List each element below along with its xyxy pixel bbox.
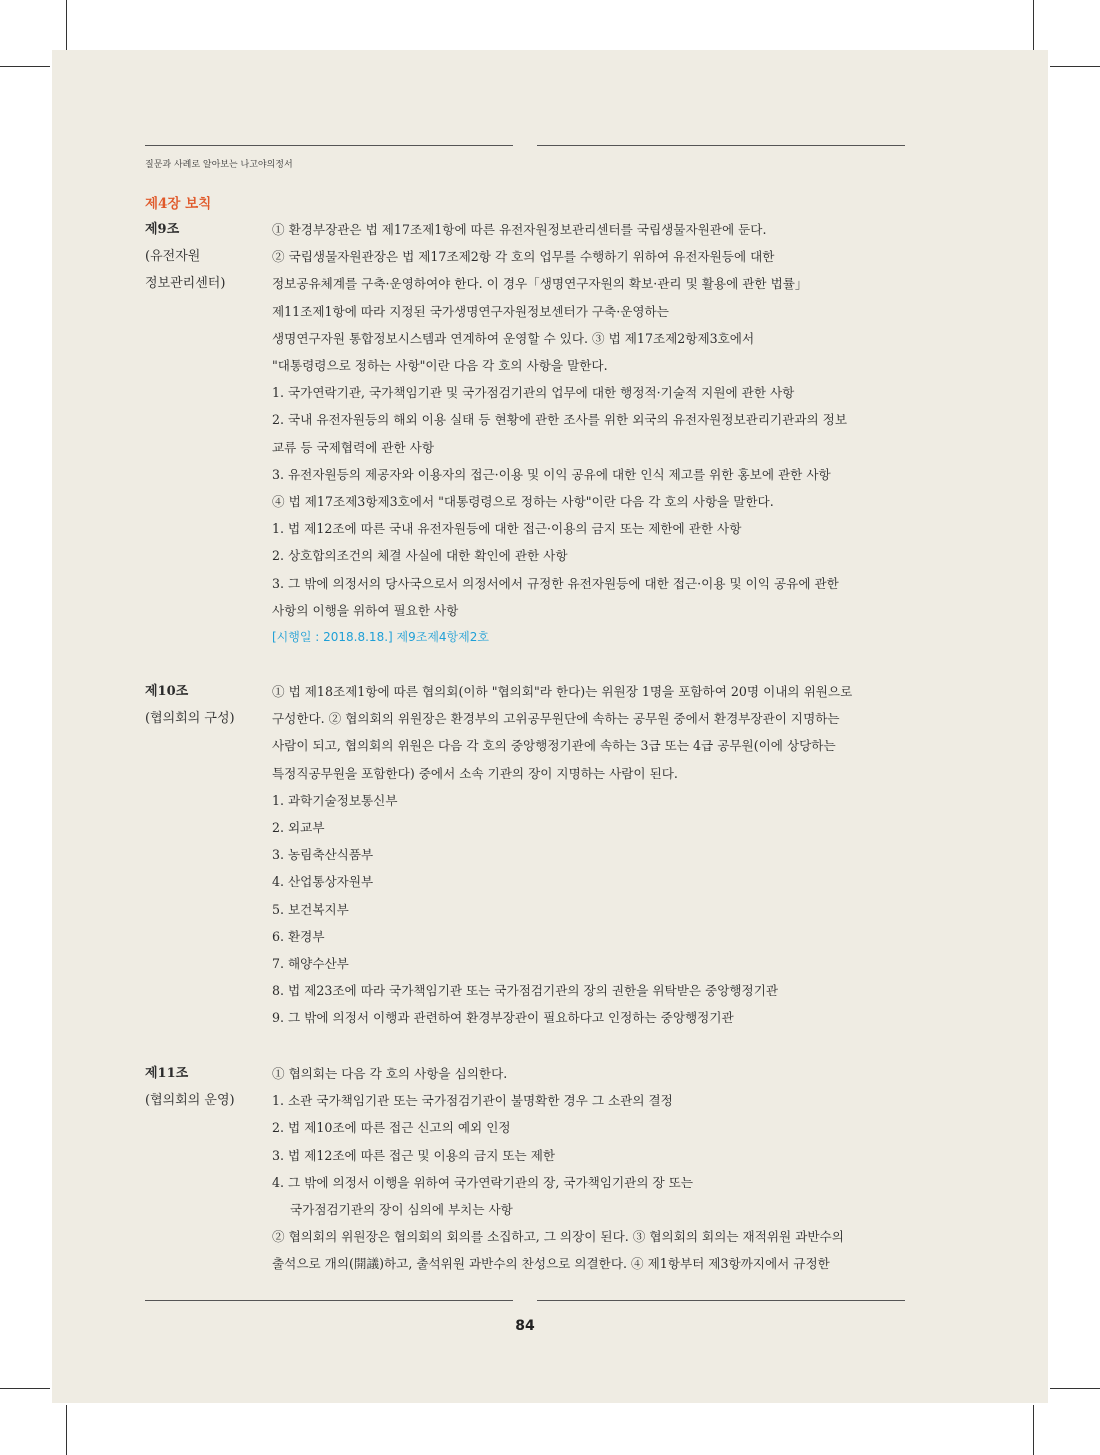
enforcement-date-note: [시행일 : 2018.8.18.] 제9조제4항제2호 — [272, 630, 489, 645]
body-line: 2. 상호합의조건의 체결 사실에 대한 확인에 관한 사항 — [272, 548, 568, 564]
article-subtitle: (유전자원 — [145, 249, 201, 265]
body-line: 제11조제1항에 따라 지정된 국가생명연구자원정보센터가 구축·운영하는 — [272, 303, 669, 319]
body-line: ④ 법 제17조제3항제3호에서 "대통령령으로 정하는 사항"이란 다음 각 호의 사항을 말한다. — [272, 494, 774, 510]
body-line: 3. 그 밖에 의정서의 당사국으로서 의정서에서 규정한 유전자원등에 대한 접근·이용 및 이익 공유에 관한 — [272, 575, 839, 591]
body-line: 3. 법 제12조에 따른 접근 및 이용의 금지 또는 제한 — [272, 1147, 556, 1163]
crop-mark — [1050, 1388, 1100, 1389]
body-line: 8. 법 제23조에 따라 국가책임기관 또는 국가점검기관의 장의 권한을 위탁받은 중앙행정기관 — [272, 983, 779, 999]
body-line: 2. 국내 유전자원등의 해외 이용 실태 등 현황에 관한 조사를 위한 외국의 유전자원정보관리기관과의 정보 — [272, 412, 848, 428]
body-line: 4. 산업통상자원부 — [272, 874, 374, 890]
body-line: 9. 그 밖에 의정서 이행과 관련하여 환경부장관이 필요하다고 인정하는 중앙행정기관 — [272, 1010, 734, 1026]
body-line: ① 법 제18조제1항에 따른 협의회(이하 "협의회"라 한다)는 위원장 1명을 포함하여 20명 이내의 위원으로 — [272, 684, 853, 699]
body-line: ② 협의회의 위원장은 협의회의 회의를 소집하고, 그 의장이 된다. ③ 협의회의 회의는 재적위원 과반수의 — [272, 1229, 844, 1245]
body-line: 특정직공무원을 포함한다) 중에서 소속 기관의 장이 지명하는 사람이 된다. — [272, 765, 678, 781]
body-line: 4. 그 밖에 의정서 이행을 위하여 국가연락기관의 장, 국가책임기관의 장 또는 — [272, 1174, 694, 1190]
crop-mark — [1050, 66, 1100, 67]
crop-mark — [1033, 0, 1034, 50]
article-number: 제11조 — [145, 1066, 189, 1081]
crop-mark — [0, 1388, 50, 1389]
article-subtitle: (협의회의 운영) — [145, 1093, 235, 1109]
body-line: 1. 국가연락기관, 국가책임기관 및 국가점검기관의 업무에 대한 행정적·기술적 지원에 관한 사항 — [272, 385, 795, 401]
article-label — [145, 1060, 235, 1114]
body-line: 출석으로 개의(開議)하고, 출석위원 과반수의 찬성으로 의결한다. ④ 제1항부터 제3항까지에서 규정한 — [272, 1256, 830, 1272]
running-head: 질문과 사례로 알아보는 나고야의정서 — [145, 160, 293, 170]
body-line: ① 협의회는 다음 각 호의 사항을 심의한다. — [272, 1066, 508, 1081]
article-label — [145, 678, 235, 732]
article-body — [272, 1060, 902, 1278]
body-line: 사람이 되고, 협의회의 위원은 다음 각 호의 중앙행정기관에 속하는 3급 또는 4급 공무원(이에 상당하는 — [272, 738, 836, 754]
body-line: 2. 외교부 — [272, 820, 325, 836]
body-line: 구성한다. ② 협의회의 위원장은 환경부의 고위공무원단에 속하는 공무원 중에서 환경부장관이 지명하는 — [272, 711, 840, 727]
body-line: 3. 유전자원등의 제공자와 이용자의 접근·이용 및 이익 공유에 대한 인식 제고를 위한 홍보에 관한 사항 — [272, 466, 831, 482]
body-line: 2. 법 제10조에 따른 접근 신고의 예외 인정 — [272, 1120, 511, 1136]
chapter-title: 제4장 보칙 — [145, 196, 212, 212]
article-number: 제9조 — [145, 222, 180, 237]
article-subtitle: (협의회의 구성) — [145, 711, 235, 727]
article-label — [145, 216, 225, 298]
body-line: 생명연구자원 통합정보시스템과 연계하여 운영할 수 있다. ③ 법 제17조제2항제3호에서 — [272, 330, 755, 346]
body-line: 정보공유체계를 구축·운영하여야 한다. 이 경우「생명연구자원의 확보·관리 및 활용에 관한 법률」 — [272, 276, 808, 292]
crop-mark — [66, 1405, 67, 1455]
body-line: 6. 환경부 — [272, 928, 325, 944]
page-number: 84 — [515, 1318, 535, 1334]
article-body — [272, 678, 902, 1032]
header-rule-left — [145, 145, 513, 146]
body-line: 5. 보건복지부 — [272, 901, 349, 917]
article-number: 제10조 — [145, 684, 189, 699]
body-line: ② 국립생물자원관장은 법 제17조제2항 각 호의 업무를 수행하기 위하여 유전자원등에 대한 — [272, 249, 775, 265]
article-body — [272, 216, 902, 651]
crop-mark — [1033, 1405, 1034, 1455]
footer-rule-left — [145, 1300, 513, 1301]
body-line: 교류 등 국제협력에 관한 사항 — [272, 439, 434, 455]
body-line: "대통령령으로 정하는 사항"이란 다음 각 호의 사항을 말한다. — [272, 358, 608, 374]
body-line: 7. 해양수산부 — [272, 956, 349, 972]
body-line: ① 환경부장관은 법 제17조제1항에 따른 유전자원정보관리센터를 국립생물자원관에 둔다. — [272, 222, 767, 237]
footer-rule-right — [537, 1300, 905, 1301]
article-subtitle: 정보관리센터) — [145, 276, 226, 292]
body-line: 1. 과학기술정보통신부 — [272, 792, 398, 808]
body-line: 사항의 이행을 위하여 필요한 사항 — [272, 602, 459, 618]
crop-mark — [66, 0, 67, 50]
body-line: 1. 법 제12조에 따른 국내 유전자원등에 대한 접근·이용의 금지 또는 제한에 관한 사항 — [272, 521, 742, 537]
crop-mark — [0, 66, 50, 67]
body-line: 3. 농림축산식품부 — [272, 847, 374, 863]
header-rule-right — [537, 145, 905, 146]
body-line: 1. 소관 국가책임기관 또는 국가점검기관이 불명확한 경우 그 소관의 결정 — [272, 1093, 673, 1109]
body-line: 국가점검기관의 장이 심의에 부치는 사항 — [290, 1202, 513, 1218]
